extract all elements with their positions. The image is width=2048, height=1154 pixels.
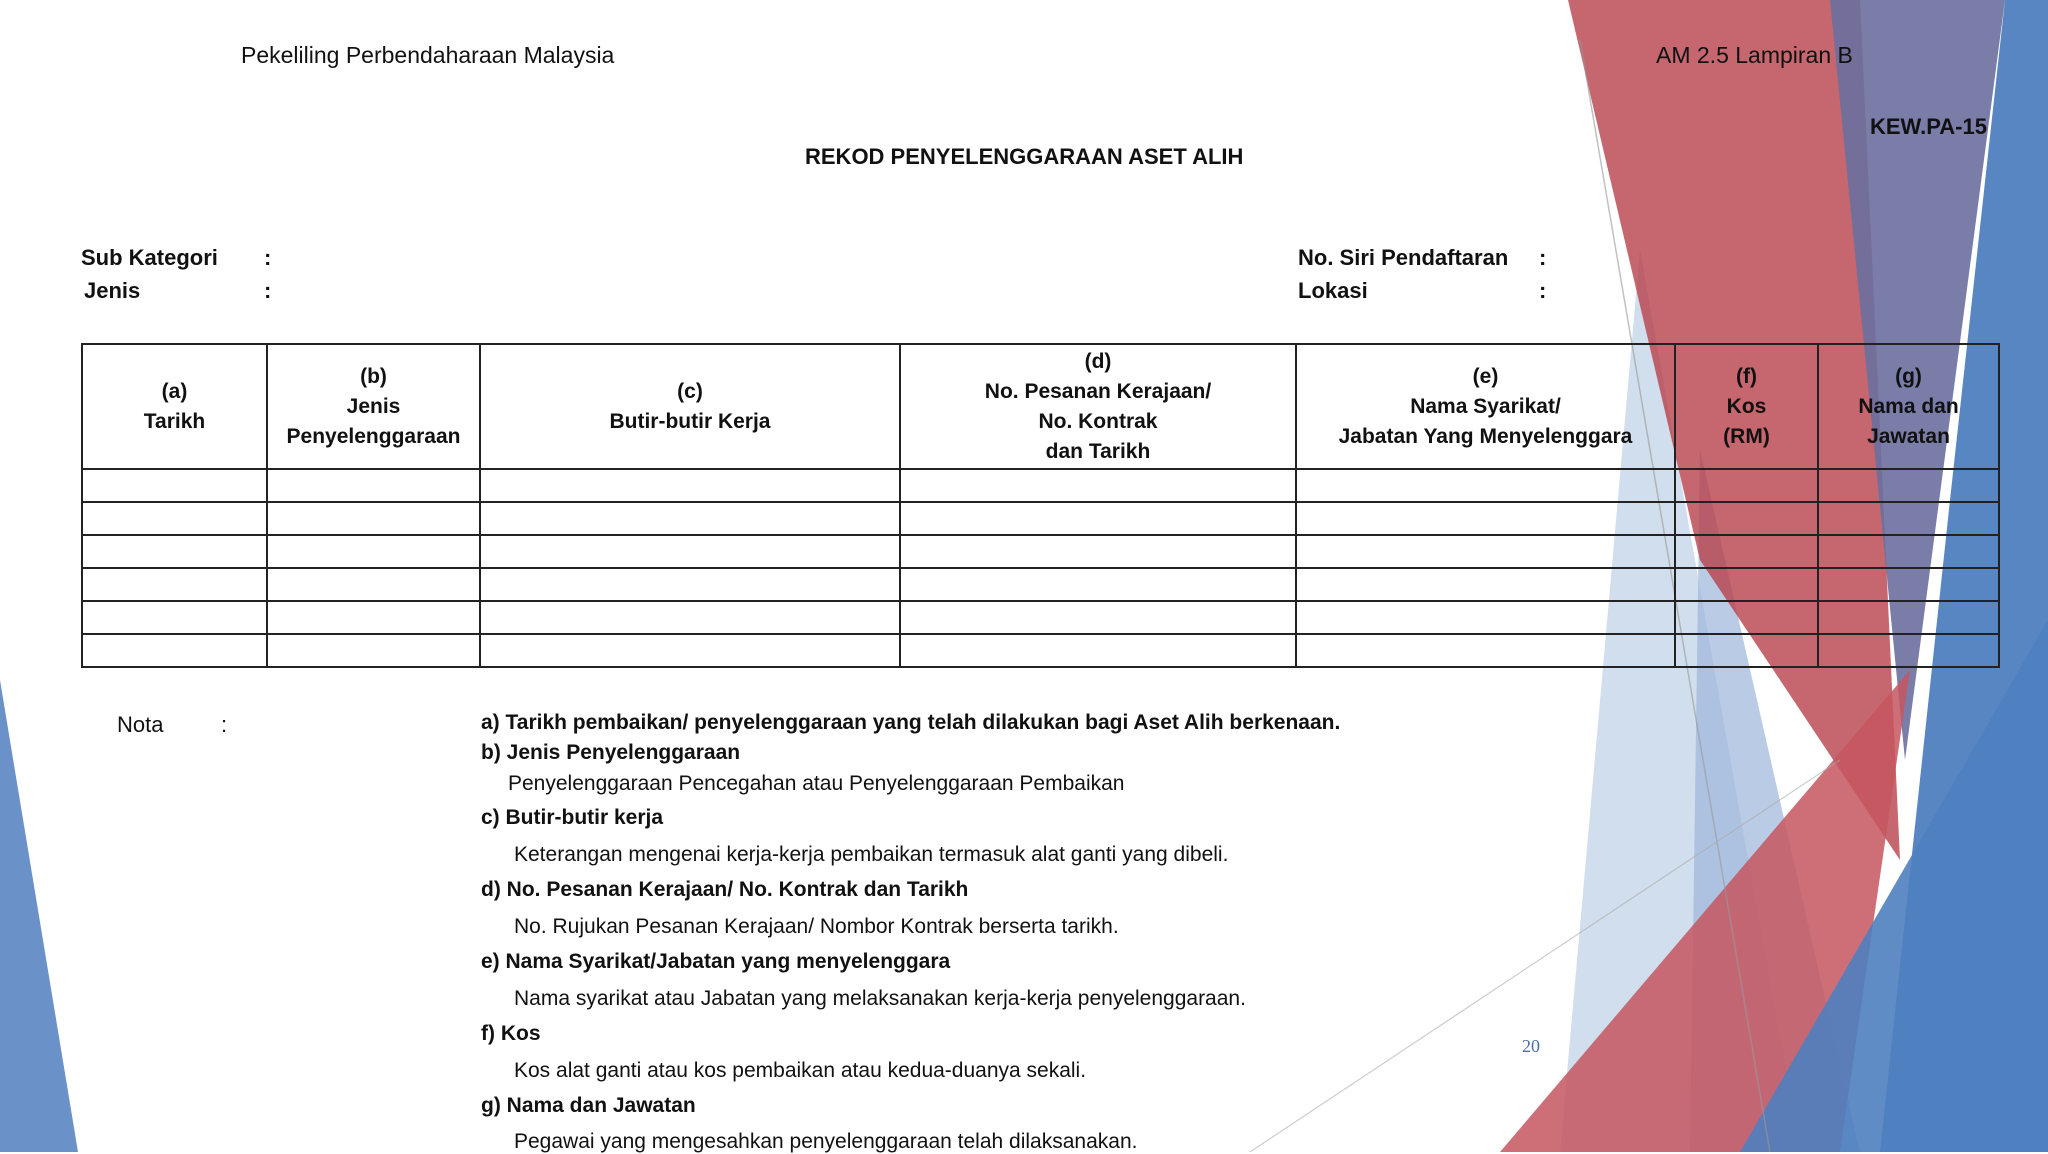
table-cell — [900, 535, 1296, 568]
col-header-kos: (f) Kos (RM) — [1675, 344, 1818, 469]
table-cell — [82, 568, 267, 601]
table-cell — [480, 535, 900, 568]
col-header-nama-syarikat: (e) Nama Syarikat/ Jabatan Yang Menyelenggara — [1296, 344, 1675, 469]
table-cell — [1818, 568, 1999, 601]
table-cell — [1296, 535, 1675, 568]
table-cell — [480, 601, 900, 634]
table-cell — [267, 568, 480, 601]
page-number: 20 — [1522, 1036, 1540, 1056]
nota-item-f-heading: f) Kos — [481, 1022, 541, 1045]
table-cell — [267, 634, 480, 667]
table-cell — [82, 535, 267, 568]
form-code: KEW.PA-15 — [1870, 114, 1987, 139]
table-cell — [900, 568, 1296, 601]
lokasi-colon: : — [1539, 278, 1547, 303]
jenis-label: Jenis — [84, 278, 141, 303]
table-cell — [480, 502, 900, 535]
table-row — [82, 601, 1999, 634]
table-cell — [1818, 502, 1999, 535]
nota-item-b-heading: b) Jenis Penyelenggaraan — [481, 741, 741, 764]
header-left-text: Pekeliling Perbendaharaan Malaysia — [241, 42, 615, 68]
table-cell — [1675, 568, 1818, 601]
table-row — [82, 568, 1999, 601]
nota-item-e-heading: e) Nama Syarikat/Jabatan yang menyelenggara — [481, 950, 951, 973]
table-cell — [1296, 634, 1675, 667]
nota-colon: : — [221, 712, 228, 737]
table-cell — [1818, 634, 1999, 667]
table-cell — [900, 601, 1296, 634]
nota-item-a-heading: a) Tarikh pembaikan/ penyelenggaraan yang telah dilakukan bagi Aset Alih berkenaan. — [481, 711, 1341, 734]
table-cell — [82, 502, 267, 535]
table-cell — [1296, 502, 1675, 535]
sub-kategori-label: Sub Kategori — [81, 245, 218, 270]
nota-item-b-text: Penyelenggaraan Pencegahan atau Penyelenggaraan Pembaikan — [508, 772, 1125, 795]
col-header-no-pesanan: (d) No. Pesanan Kerajaan/ No. Kontrak dan Tarikh — [900, 344, 1296, 469]
table-cell — [82, 469, 267, 502]
nota-item-d-text: No. Rujukan Pesanan Kerajaan/ Nombor Kontrak berserta tarikh. — [514, 915, 1119, 938]
table-row — [82, 502, 1999, 535]
col-header-tarikh: (a) Tarikh — [82, 344, 267, 469]
table-cell — [1675, 634, 1818, 667]
nota-item-c-text: Keterangan mengenai kerja-kerja pembaikan termasuk alat ganti yang dibeli. — [514, 843, 1229, 866]
table-cell — [1296, 601, 1675, 634]
table-cell — [900, 634, 1296, 667]
table-cell — [480, 568, 900, 601]
nota-item-f-text: Kos alat ganti atau kos pembaikan atau kedua-duanya sekali. — [514, 1059, 1087, 1082]
header-right-text: AM 2.5 Lampiran B — [1656, 42, 1853, 68]
no-siri-label: No. Siri Pendaftaran — [1298, 245, 1509, 270]
nota-item-e-text: Nama syarikat atau Jabatan yang melaksanakan kerja-kerja penyelenggaraan. — [514, 987, 1246, 1010]
table-cell — [480, 634, 900, 667]
table-cell — [1675, 502, 1818, 535]
nota-item-g-heading: g) Nama dan Jawatan — [481, 1094, 696, 1117]
col-header-nama-jawatan: (g) Nama dan Jawatan — [1818, 344, 1999, 469]
table-cell — [1675, 535, 1818, 568]
table-cell — [900, 469, 1296, 502]
table-row — [82, 469, 1999, 502]
table-cell — [267, 535, 480, 568]
nota-item-c-heading: c) Butir-butir kerja — [481, 806, 664, 829]
no-siri-colon: : — [1539, 245, 1547, 270]
form-title: REKOD PENYELENGGARAAN ASET ALIH — [805, 144, 1244, 169]
table-cell — [267, 601, 480, 634]
table-cell — [82, 634, 267, 667]
table-cell — [1675, 469, 1818, 502]
nota-label: Nota — [117, 712, 164, 737]
table-cell — [1296, 568, 1675, 601]
table-cell — [267, 469, 480, 502]
col-header-butir-kerja: (c) Butir-butir Kerja — [480, 344, 900, 469]
jenis-colon: : — [264, 278, 272, 303]
table-cell — [1818, 535, 1999, 568]
table-header-row — [82, 344, 1999, 469]
table-body — [82, 469, 1999, 667]
nota-item-g-text: Pegawai yang mengesahkan penyelenggaraan telah dilaksanakan. — [514, 1130, 1138, 1153]
col-header-jenis-penyelenggaraan: (b) Jenis Penyelenggaraan — [267, 344, 480, 469]
lokasi-label: Lokasi — [1298, 278, 1368, 303]
maintenance-record-table — [81, 343, 2000, 668]
table-cell — [1296, 469, 1675, 502]
table-row — [82, 535, 1999, 568]
table-cell — [900, 502, 1296, 535]
table-cell — [1818, 601, 1999, 634]
table-cell — [480, 469, 900, 502]
table-row — [82, 634, 1999, 667]
nota-item-d-heading: d) No. Pesanan Kerajaan/ No. Kontrak dan Tarikh — [481, 878, 969, 901]
table-cell — [1818, 469, 1999, 502]
table-cell — [1675, 601, 1818, 634]
table-cell — [82, 601, 267, 634]
table-cell — [267, 502, 480, 535]
sub-kategori-colon: : — [264, 245, 272, 270]
